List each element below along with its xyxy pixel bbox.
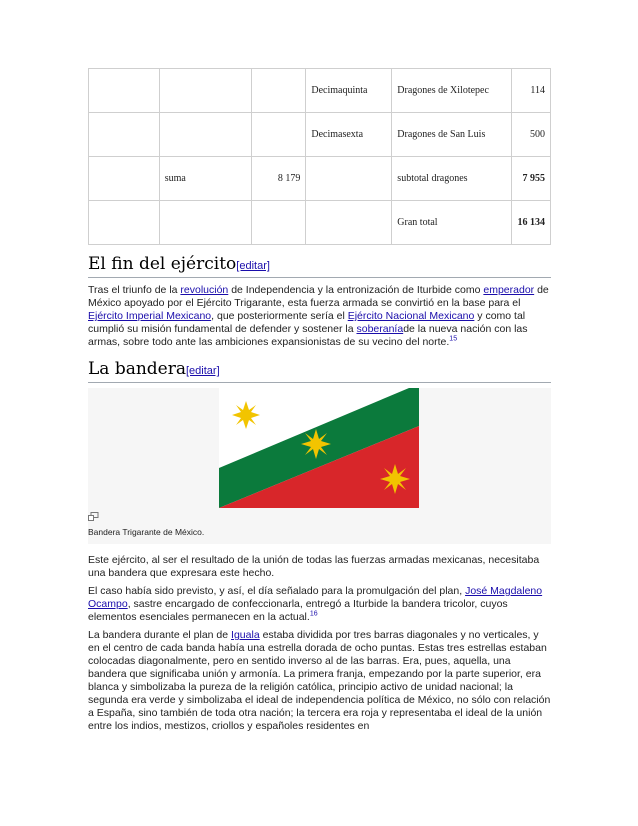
link-iguala[interactable]: Iguala — [231, 629, 260, 641]
figure — [88, 388, 551, 544]
table-cell — [306, 201, 392, 245]
table-cell: subtotal dragones — [392, 157, 512, 201]
table-cell: Decimaquinta — [306, 69, 392, 113]
reference-link[interactable]: 15 — [449, 335, 458, 343]
table-cell — [251, 201, 306, 245]
reference-link[interactable]: 16 — [309, 610, 318, 618]
link-jose-magdaleno-ocampo[interactable]: José Magdaleno Ocampo — [88, 585, 543, 610]
table-row — [89, 113, 551, 157]
star-icon — [380, 464, 410, 494]
section-heading — [88, 359, 551, 383]
flag-image[interactable] — [219, 388, 419, 508]
section-heading — [88, 254, 551, 278]
table-row — [89, 69, 551, 113]
magnify-icon[interactable] — [88, 512, 99, 521]
figure-caption: Bandera Trigarante de México. — [88, 527, 205, 537]
table-row — [89, 157, 551, 201]
link-soberania[interactable]: soberanía — [356, 323, 404, 335]
table-cell: 7 955 — [512, 157, 551, 201]
table-cell: Dragones de Xilotepec — [392, 69, 512, 113]
army-table — [88, 68, 551, 245]
paragraph — [88, 585, 551, 624]
table-cell: 16 134 — [512, 201, 551, 245]
table-cell: 500 — [512, 113, 551, 157]
table-row — [89, 201, 551, 245]
table-cell — [251, 113, 306, 157]
text: La bandera durante el plan de — [88, 629, 232, 641]
table-cell — [89, 113, 160, 157]
table-cell: Gran total — [392, 201, 512, 245]
star-icon — [232, 401, 260, 429]
table-cell — [159, 113, 251, 157]
table-cell: suma — [159, 157, 251, 201]
text: y como tal cumplió su misión fundamental de defender y sostener la — [88, 310, 526, 335]
text: de la nueva nación con las armas, sobre todo ante las ambiciones expansionistas de su vecino del norte. — [88, 323, 528, 348]
heading-text: La bandera — [88, 359, 186, 379]
table-cell: Decimasexta — [306, 113, 392, 157]
table-cell — [89, 69, 160, 113]
text: El caso había sido previsto, y así, el día señalado para la promulgación del plan, — [88, 585, 466, 597]
table-cell — [89, 201, 160, 245]
table-cell — [159, 69, 251, 113]
edit-link[interactable]: [editar] — [186, 365, 220, 377]
text: Tras el triunfo de la — [88, 284, 181, 296]
paragraph: Este ejército, al ser el resultado de la unión de todas las fuerzas armadas mexicanas, necesitaba una bandera que expresara este hecho. — [88, 554, 540, 579]
table-cell: Dragones de San Luis — [392, 113, 512, 157]
table-cell: 114 — [512, 69, 551, 113]
paragraph — [88, 284, 551, 349]
text: , que posteriormente sería el — [211, 310, 348, 322]
link-ejercito-imperial[interactable]: Ejército Imperial Mexicano — [88, 310, 212, 322]
star-icon — [301, 429, 331, 459]
text: , sastre encargado de confeccionarla, entregó a Iturbide la bandera tricolor, cuyos elementos esenciales permanecen en la actual. — [88, 598, 508, 623]
table-cell: 8 179 — [251, 157, 306, 201]
link-revolucion[interactable]: revolución — [180, 284, 229, 296]
link-ejercito-nacional[interactable]: Ejército Nacional Mexicano — [347, 310, 475, 322]
edit-link[interactable]: [editar] — [236, 260, 270, 272]
text: de Independencia y la entronización de Iturbide como — [228, 284, 484, 296]
table-cell — [89, 157, 160, 201]
text: estaba dividida por tres barras diagonales y no verticales, y en el centro de cada banda había una estrella dorada de ocho puntas. Estas tres estrellas estaban colocadas diagonalmente, pero en sentido inverso al de las barras. Era, pues, aquella, una bandera que significaba unión y armonía. La primera franja, empezando por la parte superior, era blanca y simbolizaba la pureza de la religión católica, principio activo de unidad nacional; la segunda era verde y simbolizaba el ideal de independencia política de México, no sólo con relación a España, sino también de toda otra nación; la tercera era roja y representaba el ideal de la unión entre los indios, mestizos, criollos y españoles residentes en — [88, 629, 551, 732]
text: de México apoyado por el Ejército Trigarante, esta fuerza armada se convirtió en la base para el — [88, 284, 549, 309]
heading-text: El fin del ejército — [88, 254, 237, 274]
link-emperador[interactable]: emperador — [483, 284, 535, 296]
document-page — [88, 68, 551, 733]
table-cell — [159, 201, 251, 245]
paragraph — [88, 629, 551, 733]
table-cell — [251, 69, 306, 113]
table-cell — [306, 157, 392, 201]
